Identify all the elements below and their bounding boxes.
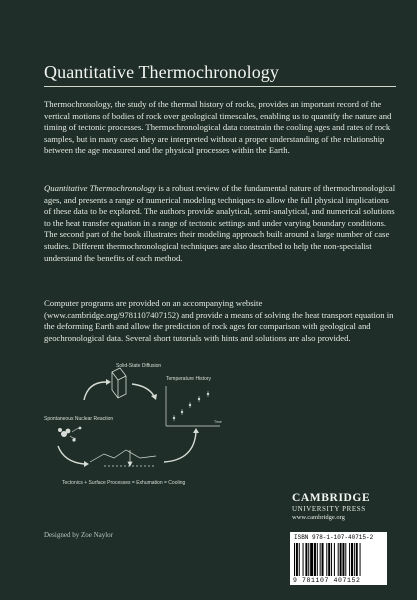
label-exhumation-equation: Tectonics + Surface Processes = Exhumation = Cooling bbox=[62, 480, 186, 486]
publisher-logo bbox=[292, 492, 402, 521]
description-paragraph-1: Thermochronology, the study of the thermal history of rocks, provides an important record of the vertical motions of bodies of rock over geological timescales, enabling us to quantify the nature and timing of tectonic processes. Thermochronological data constrain the cooling ages and rates of rock samples, but in many cases they are interpreted without a proper understanding of the relationship between the age measured and the physical processes within the Earth. bbox=[44, 99, 392, 156]
cycle-arrow-right-icon bbox=[132, 384, 154, 396]
publisher-press: UNIVERSITY PRESS bbox=[292, 505, 366, 513]
isbn-label: ISBN 978-1-107-40715-2 bbox=[294, 534, 374, 541]
atom-icon bbox=[58, 427, 81, 442]
publisher-name: CAMBRIDGE bbox=[292, 492, 371, 504]
landscape-sketch bbox=[90, 450, 156, 466]
crystal-icon bbox=[112, 368, 126, 398]
temperature-points bbox=[173, 391, 209, 421]
thermochronology-diagram bbox=[44, 362, 244, 490]
isbn-barcode-box bbox=[290, 532, 387, 585]
description-paragraph-3: Computer programs are provided on an accompanying website (www.cambridge.org/9781107407152) and provide a means of solving the heat transport equation in the deforming Earth and allow the prediction of rock ages for comparison with geological and geochronological data. Several short tutorials with hints and solutions are also provided. bbox=[44, 298, 394, 343]
label-nuclear-reaction: Spontaneous Nuclear Reaction bbox=[44, 416, 114, 422]
designer-credit: Designed by Zoe Naylor bbox=[44, 531, 114, 539]
barcode-number: 9 781107 407152 bbox=[293, 577, 361, 584]
book-title: Quantitative Thermochronology bbox=[44, 62, 280, 82]
cycle-arrow-left-icon bbox=[84, 382, 106, 400]
title-divider bbox=[44, 86, 396, 87]
inline-book-title: Quantitative Thermochronology bbox=[44, 183, 156, 193]
label-time: Time bbox=[214, 420, 222, 424]
publisher-website: www.cambridge.org bbox=[292, 514, 345, 521]
description-paragraph-2 bbox=[44, 183, 396, 264]
label-temperature-history: Temperature History bbox=[166, 376, 212, 382]
cycle-arrow-bottom-icon bbox=[58, 446, 84, 464]
barcode-icon bbox=[294, 543, 383, 576]
cycle-arrow-up-icon bbox=[164, 432, 196, 462]
label-diffusion: Solid-State Diffusion bbox=[116, 363, 162, 369]
paragraph-2-text: is a robust review of the fundamental nature of thermochronological ages, and presents a range of numerical modeling techniques to allow the full physical implications of these data to be explored. The authors provide analytical, semi-analytical, and numerical solutions to the heat transfer equation in a range of tectonic settings and under varying boundary conditions. The second part of the book illustrates their modeling approach built around a large number of case studies. Different thermochronological techniques are also described to help the non-specialist understand the benefits of each method. bbox=[44, 183, 396, 263]
